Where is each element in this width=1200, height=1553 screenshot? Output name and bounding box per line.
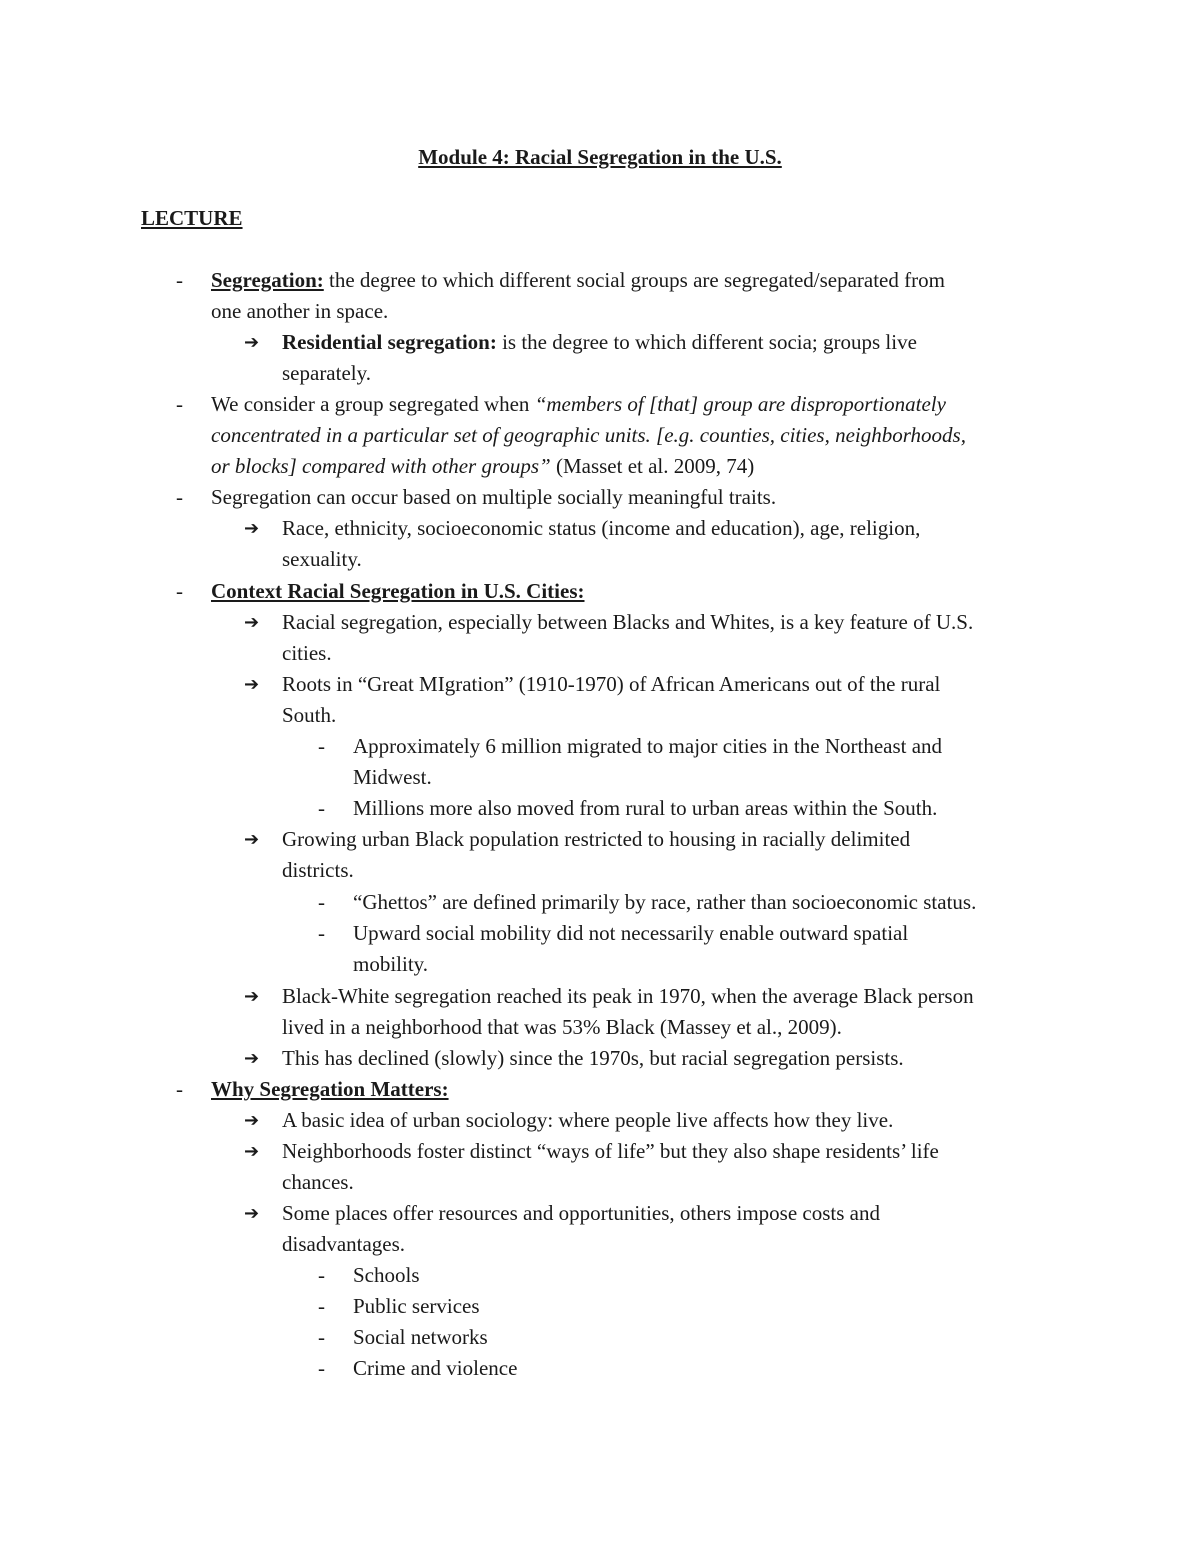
subheading-context: Context Racial Segregation in U.S. Cities: xyxy=(211,579,585,603)
arrow-bullet-icon: ➔ xyxy=(244,612,260,633)
dash-bullet: - xyxy=(318,734,325,758)
dash-bullet: - xyxy=(176,579,183,603)
dash-bullet: - xyxy=(318,921,325,945)
text-line: South. xyxy=(282,703,337,727)
dash-bullet: - xyxy=(176,1077,183,1101)
arrow-bullet-icon: ➔ xyxy=(244,986,260,1007)
dash-bullet: - xyxy=(176,392,183,416)
section-heading-lecture: LECTURE xyxy=(141,206,243,230)
list-item: Neighborhoods foster distinct “ways of life” but they also shape residents’ life xyxy=(282,1139,939,1163)
term-segregation: Segregation: xyxy=(211,268,324,292)
text-line: districts. xyxy=(282,858,354,882)
list-item: Roots in “Great MIgration” (1910-1970) of African Americans out of the rural xyxy=(282,672,941,696)
arrow-bullet-icon: ➔ xyxy=(244,674,260,695)
text-line: Midwest. xyxy=(353,765,432,789)
arrow-bullet-icon: ➔ xyxy=(244,1141,260,1162)
dash-bullet: - xyxy=(176,268,183,292)
arrow-bullet-icon: ➔ xyxy=(244,332,260,353)
list-item-social-networks: Social networks xyxy=(353,1325,488,1349)
text-line: lived in a neighborhood that was 53% Black (Massey et al., 2009). xyxy=(282,1015,842,1039)
list-item: “Ghettos” are defined primarily by race, rather than socioeconomic status. xyxy=(353,890,977,914)
subheading-why-segregation-matters: Why Segregation Matters: xyxy=(211,1077,449,1101)
text-line: mobility. xyxy=(353,952,429,976)
list-item-residential-segregation xyxy=(282,327,917,358)
list-item-traits-list: Race, ethnicity, socioeconomic status (income and education), age, religion, xyxy=(282,516,921,540)
list-item: Black-White segregation reached its peak in 1970, when the average Black person xyxy=(282,984,974,1008)
dash-bullet: - xyxy=(318,1325,325,1349)
text-line: sexuality. xyxy=(282,547,362,571)
page-title: Module 4: Racial Segregation in the U.S. xyxy=(418,145,782,169)
list-item: Upward social mobility did not necessarily enable outward spatial xyxy=(353,921,909,945)
text-plain: We consider a group segregated when xyxy=(211,392,535,416)
text-line xyxy=(211,451,754,482)
arrow-bullet-icon: ➔ xyxy=(244,518,260,539)
term-residential-segregation: Residential segregation: xyxy=(282,330,497,354)
list-item: Some places offer resources and opportunities, others impose costs and xyxy=(282,1201,880,1225)
text-line: one another in space. xyxy=(211,299,389,323)
definition-text: is the degree to which different socia; groups live xyxy=(496,330,917,354)
list-item: Approximately 6 million migrated to major cities in the Northeast and xyxy=(353,734,943,758)
list-item-public-services: Public services xyxy=(353,1294,480,1318)
arrow-bullet-icon: ➔ xyxy=(244,1048,260,1069)
text-line: separately. xyxy=(282,361,372,385)
list-item: Millions more also moved from rural to urban areas within the South. xyxy=(353,796,938,820)
definition-text: the degree to which different social groups are segregated/separated from xyxy=(323,268,945,292)
text-line: chances. xyxy=(282,1170,354,1194)
dash-bullet: - xyxy=(318,890,325,914)
list-item-segregation xyxy=(211,265,945,296)
text-line: disadvantages. xyxy=(282,1232,406,1256)
quote-text: “members of [that] group are disproportionately xyxy=(534,392,946,416)
list-item: Racial segregation, especially between Blacks and Whites, is a key feature of U.S. xyxy=(282,610,974,634)
dash-bullet: - xyxy=(318,1263,325,1287)
arrow-bullet-icon: ➔ xyxy=(244,1203,260,1224)
list-item: This has declined (slowly) since the 1970s, but racial segregation persists. xyxy=(282,1046,904,1070)
arrow-bullet-icon: ➔ xyxy=(244,829,260,850)
arrow-bullet-icon: ➔ xyxy=(244,1110,260,1131)
quote-text: concentrated in a particular set of geographic units. [e.g. counties, cities, neighborhoods, xyxy=(211,423,966,447)
list-item-schools: Schools xyxy=(353,1263,420,1287)
citation: (Masset et al. 2009, 74) xyxy=(550,454,755,478)
text-line: cities. xyxy=(282,641,332,665)
list-item-crime-and-violence: Crime and violence xyxy=(353,1356,518,1380)
list-item: Growing urban Black population restricted to housing in racially delimited xyxy=(282,827,911,851)
dash-bullet: - xyxy=(318,1294,325,1318)
list-item-traits: Segregation can occur based on multiple socially meaningful traits. xyxy=(211,485,777,509)
list-item-consider xyxy=(211,389,946,420)
dash-bullet: - xyxy=(318,1356,325,1380)
dash-bullet: - xyxy=(176,485,183,509)
quote-text: or blocks] compared with other groups” xyxy=(211,454,551,478)
list-item: A basic idea of urban sociology: where people live affects how they live. xyxy=(282,1108,894,1132)
dash-bullet: - xyxy=(318,796,325,820)
